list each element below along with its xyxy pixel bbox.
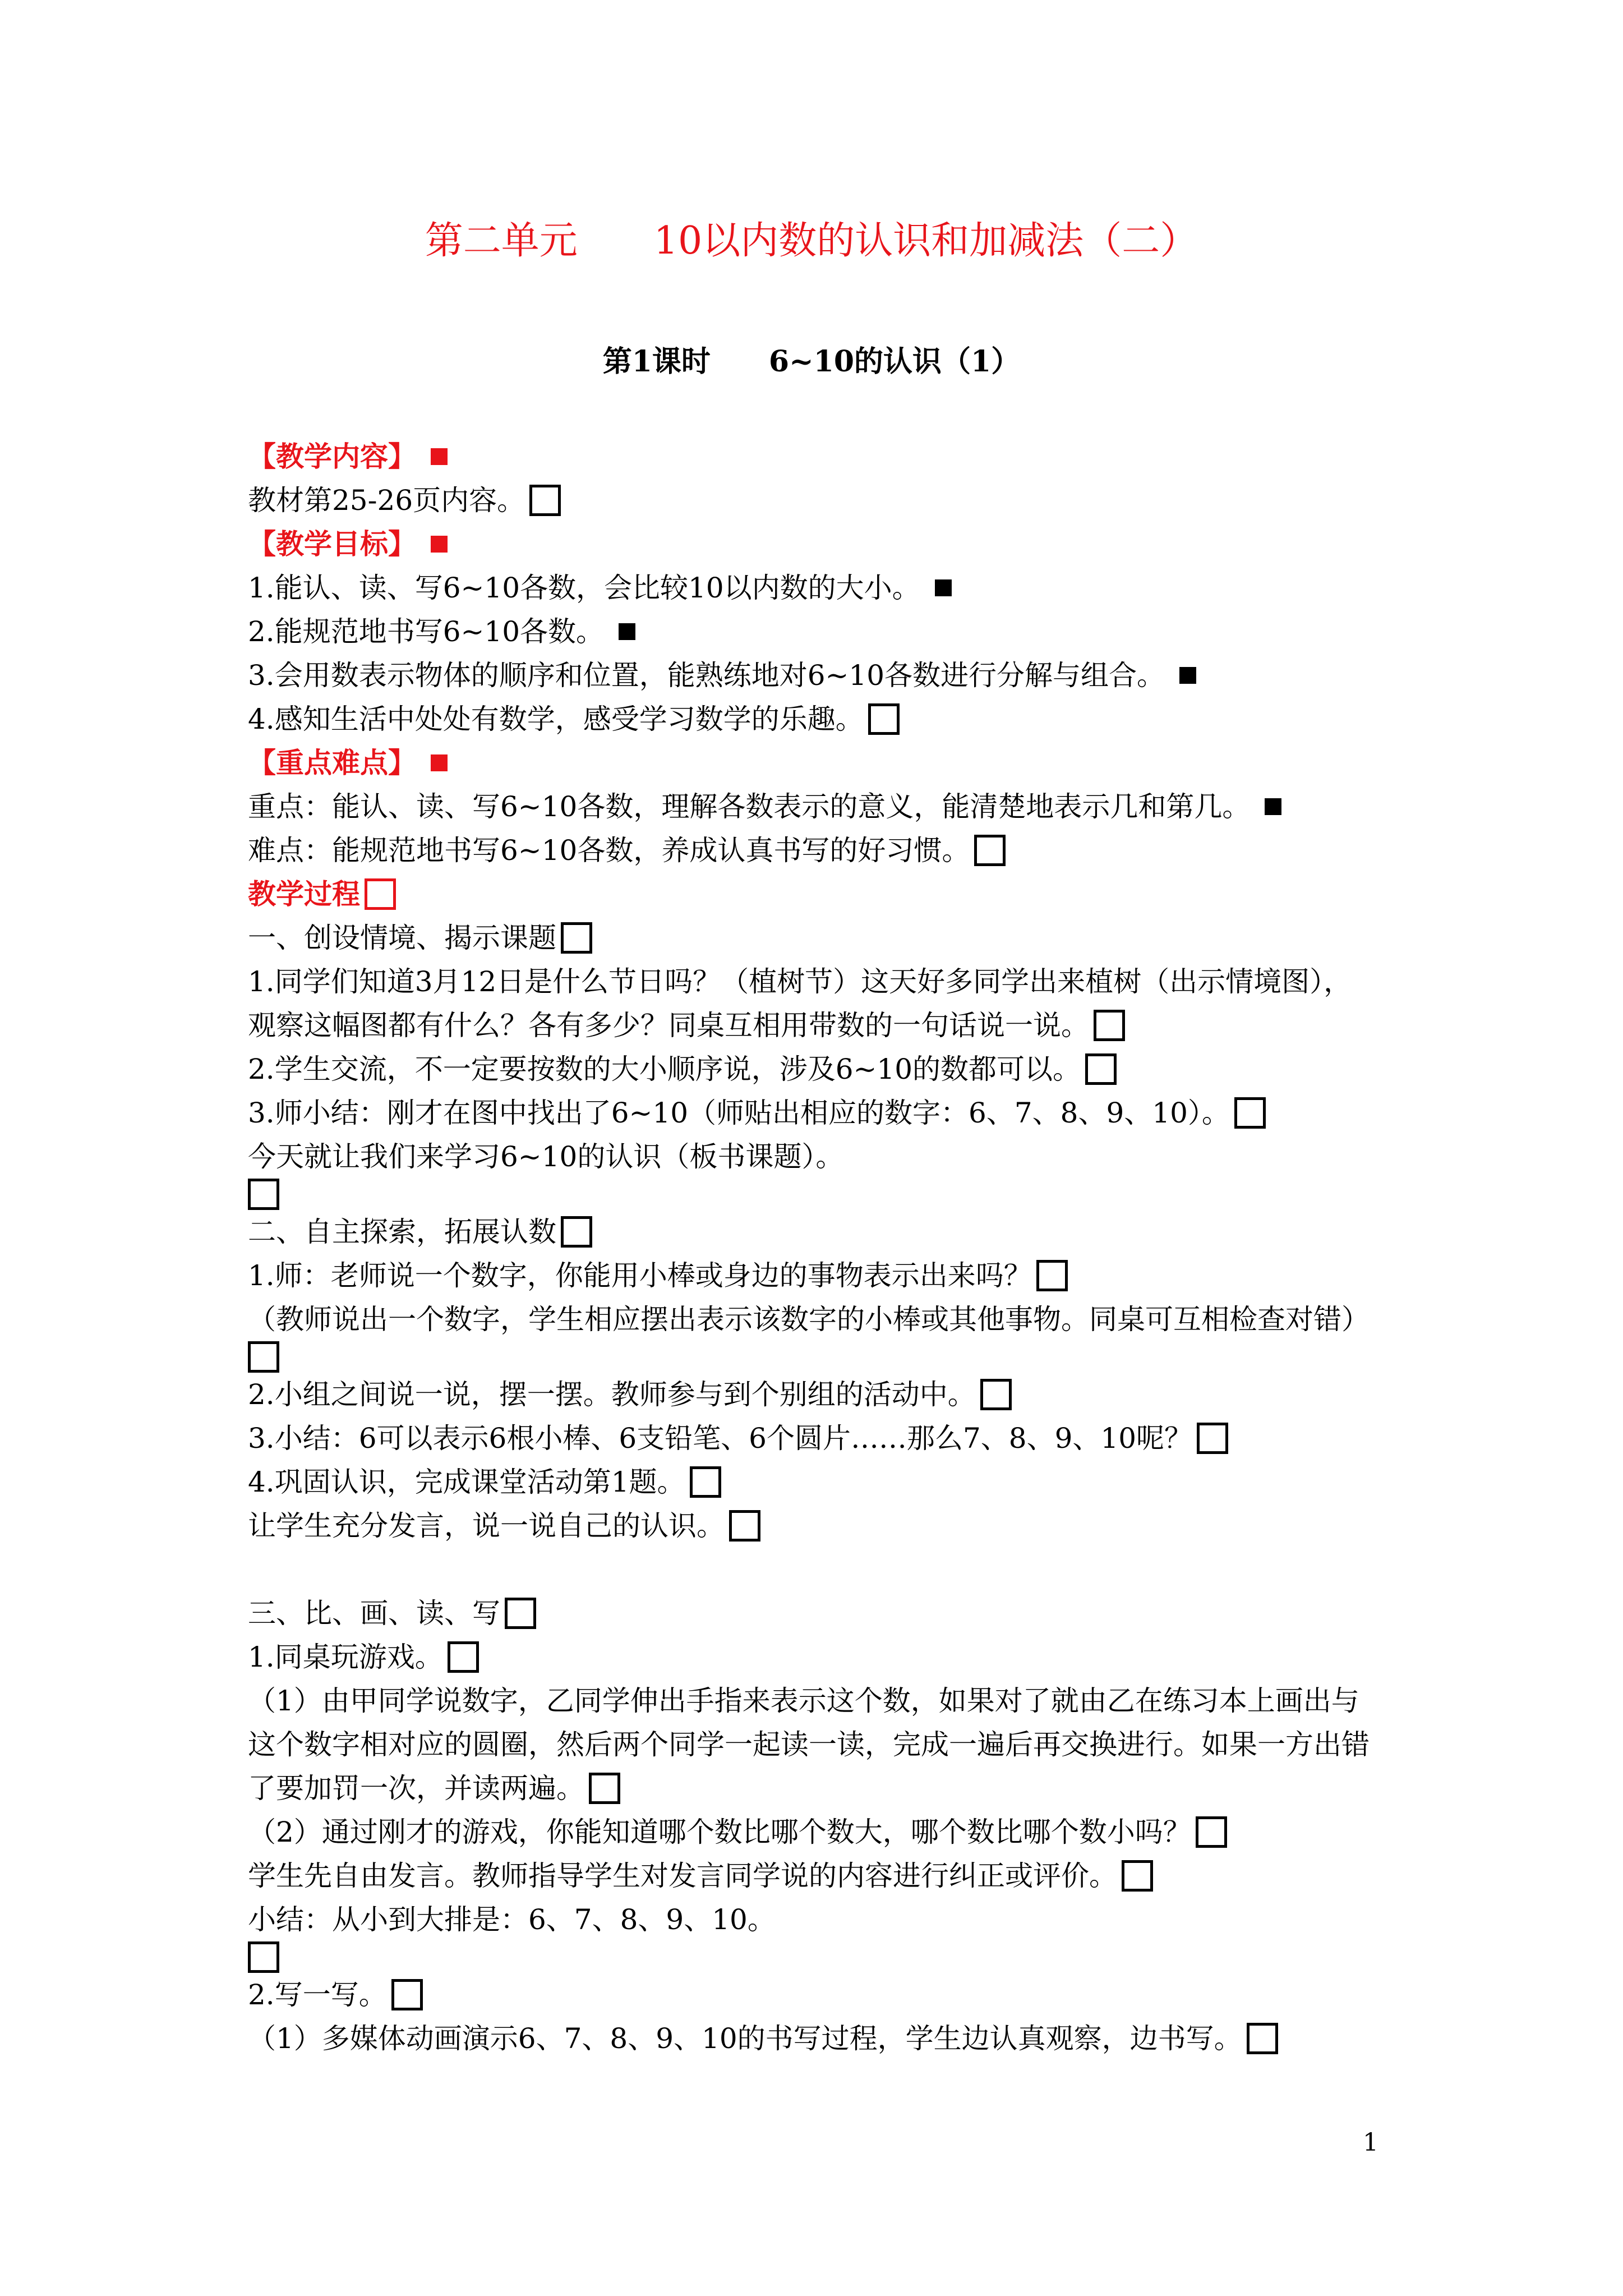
line-text: 1.师：老师说一个数字，你能用小棒或身边的事物表示出来吗？ bbox=[248, 1259, 1032, 1292]
line-text: （1）多媒体动画演示6、7、8、9、10的书写过程，学生边认真观察，边书写。 bbox=[248, 2022, 1242, 2055]
text-line bbox=[248, 1679, 1403, 1723]
filled-square-icon bbox=[1265, 798, 1281, 815]
blank-line bbox=[248, 1548, 1403, 1591]
text-line bbox=[248, 1297, 1403, 1341]
checkbox-icon bbox=[1094, 1010, 1125, 1041]
text-line bbox=[248, 1373, 1403, 1416]
line-text: 让学生充分发言，说一说自己的认识。 bbox=[248, 1510, 725, 1542]
text-line bbox=[248, 1973, 1403, 2017]
checkbox-icon bbox=[448, 1641, 479, 1673]
text-line bbox=[248, 1723, 1403, 1766]
text-line bbox=[248, 2017, 1403, 2060]
line-text: （1）由甲同学说数字，乙同学伸出手指来表示这个数，如果对了就由乙在练习本上画出与 bbox=[248, 1685, 1359, 1717]
line-text: 2.小组之间说一说，摆一摆。教师参与到个别组的活动中。 bbox=[248, 1378, 976, 1411]
checkbox-icon bbox=[248, 1341, 279, 1373]
text-line bbox=[248, 1091, 1403, 1135]
text-line bbox=[248, 566, 1403, 610]
line-text: 1.能认、读、写6~10各数，会比较10以内数的大小。 bbox=[248, 572, 920, 604]
line-text: 【教学目标】 bbox=[248, 527, 416, 560]
text-line bbox=[248, 1766, 1403, 1810]
text-line bbox=[248, 1004, 1403, 1047]
text-line bbox=[248, 785, 1403, 829]
checkbox-icon bbox=[365, 878, 396, 910]
text-line bbox=[248, 1047, 1403, 1091]
checkbox-icon bbox=[561, 1216, 592, 1248]
line-text: 2.写一写。 bbox=[248, 1978, 387, 2011]
line-text: 一、创设情境、揭示课题 bbox=[248, 922, 556, 954]
line-text: 2.学生交流，不一定要按数的大小顺序说，涉及6~10的数都可以。 bbox=[248, 1053, 1081, 1085]
line-text: 教材第25-26页内容。 bbox=[248, 484, 525, 517]
text-line bbox=[248, 1941, 1403, 1973]
checkbox-icon bbox=[868, 703, 900, 735]
text-line bbox=[248, 1341, 1403, 1373]
text-line bbox=[248, 610, 1403, 654]
document-body bbox=[248, 435, 1403, 2060]
checkbox-icon bbox=[1122, 1860, 1153, 1892]
line-text: 难点：能规范地书写6~10各数，养成认真书写的好习惯。 bbox=[248, 834, 970, 867]
text-line bbox=[248, 1854, 1403, 1898]
filled-square-icon bbox=[431, 754, 448, 771]
line-text: 2.能规范地书写6~10各数。 bbox=[248, 615, 605, 648]
text-line bbox=[248, 697, 1403, 741]
checkbox-icon bbox=[248, 1179, 279, 1210]
section-heading bbox=[248, 872, 1403, 916]
checkbox-icon bbox=[729, 1510, 760, 1542]
line-text: （2）通过刚才的游戏，你能知道哪个数比哪个数大，哪个数比哪个数小吗？ bbox=[248, 1816, 1191, 1848]
section-heading bbox=[248, 435, 1403, 478]
filled-square-icon bbox=[431, 536, 448, 553]
unit-title: 第二单元 10以内数的认识和加减法（二） bbox=[425, 219, 1198, 263]
line-text: 重点：能认、读、写6~10各数，理解各数表示的意义，能清楚地表示几和第几。 bbox=[248, 790, 1251, 823]
line-text: 4.感知生活中处处有数学，感受学习数学的乐趣。 bbox=[248, 703, 864, 735]
text-line bbox=[248, 1504, 1403, 1548]
checkbox-icon bbox=[690, 1466, 721, 1498]
filled-square-icon bbox=[619, 623, 635, 640]
line-text: 二、自主探索，拓展认数 bbox=[248, 1216, 556, 1248]
filled-square-icon bbox=[1179, 667, 1196, 684]
line-text: （教师说出一个数字，学生相应摆出表示该数字的小棒或其他事物。同桌可互相检查对错） bbox=[248, 1303, 1370, 1336]
text-line bbox=[248, 960, 1403, 1004]
line-text: 三、比、画、读、写 bbox=[248, 1597, 500, 1630]
text-line bbox=[248, 1460, 1403, 1504]
line-text: 这个数字相对应的圆圈，然后两个同学一起读一读，完成一遍后再交换进行。如果一方出错 bbox=[248, 1728, 1370, 1761]
checkbox-icon bbox=[1036, 1260, 1068, 1291]
text-line bbox=[248, 1179, 1403, 1210]
line-text: 【教学内容】 bbox=[248, 440, 416, 473]
line-text: 教学过程 bbox=[248, 877, 360, 910]
line-text: 学生先自由发言。教师指导学生对发言同学说的内容进行纠正或评价。 bbox=[248, 1860, 1117, 1892]
text-line bbox=[248, 1254, 1403, 1297]
line-text: 3.师小结：刚才在图中找出了6~10（师贴出相应的数字：6、7、8、9、10）。 bbox=[248, 1097, 1230, 1129]
section-heading bbox=[248, 522, 1403, 566]
line-text: 3.小结：6可以表示6根小棒、6支铅笔、6个圆片……那么7、8、9、10呢？ bbox=[248, 1422, 1193, 1455]
page-number: 1 bbox=[1363, 2128, 1378, 2157]
line-text: 小结：从小到大排是：6、7、8、9、10。 bbox=[248, 1903, 776, 1936]
checkbox-icon bbox=[1085, 1053, 1117, 1085]
text-line bbox=[248, 1810, 1403, 1854]
checkbox-icon bbox=[1234, 1097, 1266, 1129]
line-text: 今天就让我们来学习6~10的认识（板书课题）。 bbox=[248, 1140, 844, 1173]
line-text: 1.同学们知道3月12日是什么节日吗？（植树节）这天好多同学出来植树（出示情境图）， bbox=[248, 965, 1352, 998]
line-text: 观察这幅图都有什么？各有多少？同桌互相用带数的一句话说一说。 bbox=[248, 1009, 1089, 1042]
checkbox-icon bbox=[1247, 2023, 1278, 2054]
checkbox-icon bbox=[980, 1379, 1012, 1410]
checkbox-icon bbox=[391, 1979, 423, 2010]
line-text: 3.会用数表示物体的顺序和位置，能熟练地对6~10各数进行分解与组合。 bbox=[248, 659, 1165, 692]
line-text: 1.同桌玩游戏。 bbox=[248, 1641, 443, 1673]
text-line bbox=[248, 1210, 1403, 1254]
filled-square-icon bbox=[935, 579, 952, 596]
line-text: 了要加罚一次，并读两遍。 bbox=[248, 1772, 584, 1805]
text-line bbox=[248, 1135, 1403, 1179]
checkbox-icon bbox=[248, 1941, 279, 1973]
text-line bbox=[248, 916, 1403, 960]
text-line bbox=[248, 1898, 1403, 1941]
checkbox-icon bbox=[1197, 1423, 1228, 1454]
text-line bbox=[248, 1416, 1403, 1460]
checkbox-icon bbox=[561, 922, 592, 954]
text-line bbox=[248, 654, 1403, 697]
checkbox-icon bbox=[1196, 1816, 1227, 1848]
text-line bbox=[248, 1635, 1403, 1679]
checkbox-icon bbox=[589, 1773, 620, 1804]
text-line bbox=[248, 829, 1403, 872]
section-heading bbox=[248, 741, 1403, 785]
text-line bbox=[248, 478, 1403, 522]
filled-square-icon bbox=[431, 448, 448, 465]
line-text: 4.巩固认识，完成课堂活动第1题。 bbox=[248, 1466, 685, 1498]
lesson-title: 第1课时 6~10的认识（1） bbox=[602, 344, 1021, 379]
line-text: 【重点难点】 bbox=[248, 746, 416, 779]
checkbox-icon bbox=[529, 485, 561, 516]
checkbox-icon bbox=[974, 835, 1006, 866]
text-line bbox=[248, 1591, 1403, 1635]
checkbox-icon bbox=[505, 1598, 536, 1629]
